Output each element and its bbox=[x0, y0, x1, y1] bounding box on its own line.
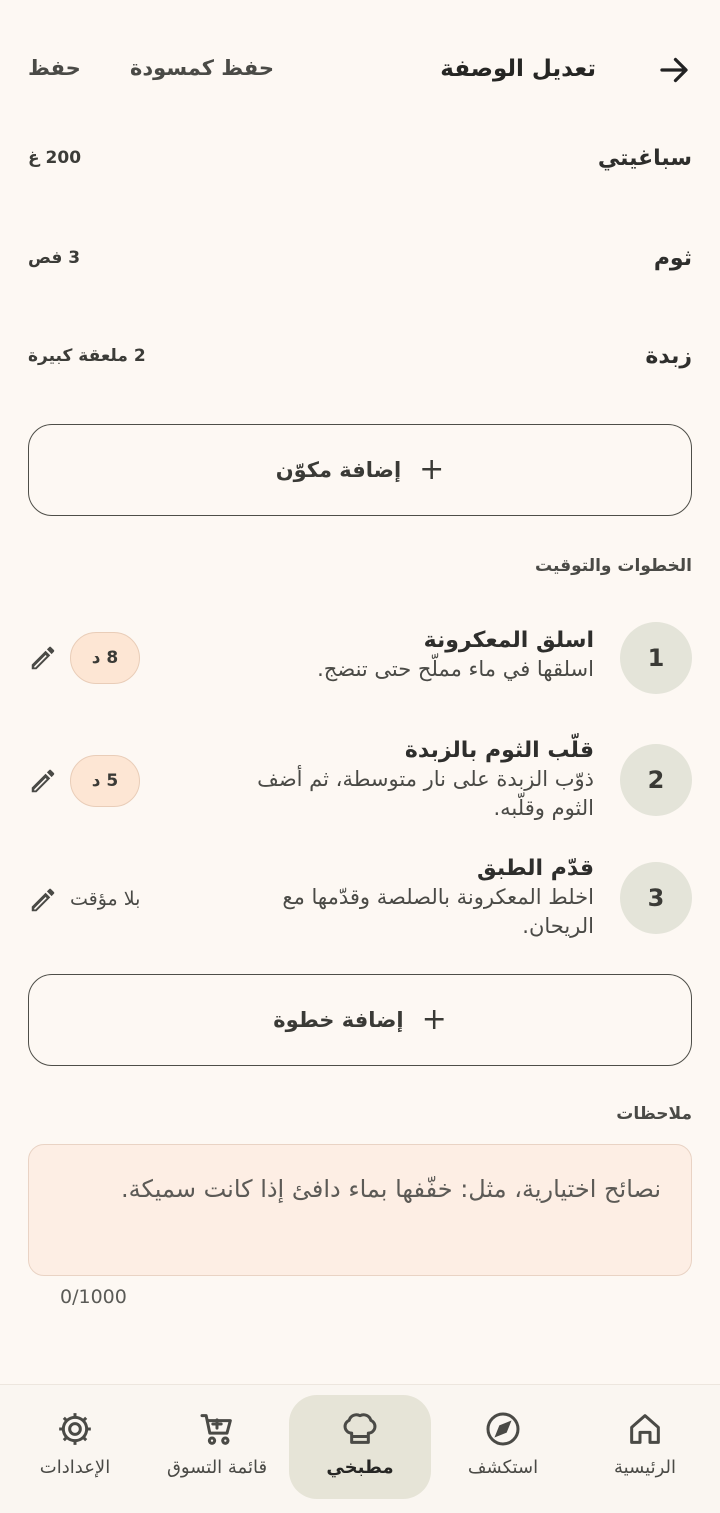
home-icon bbox=[625, 1409, 665, 1449]
ingredient-name: زبدة bbox=[645, 344, 692, 369]
pencil-icon[interactable] bbox=[28, 885, 58, 915]
nav-label: الإعدادات bbox=[39, 1457, 111, 1478]
save-draft-button[interactable]: حفظ كمسودة bbox=[130, 56, 275, 80]
nav-item-home[interactable] bbox=[574, 1395, 716, 1499]
ingredient-row[interactable] bbox=[28, 246, 692, 286]
ingredient-name: سباغيتي bbox=[597, 146, 692, 171]
plus-icon: + bbox=[419, 452, 445, 487]
notes-placeholder: نصائح اختيارية، مثل: خفّفها بماء دافئ إذا كانت سميكة. bbox=[120, 1175, 661, 1203]
compass-icon bbox=[483, 1409, 523, 1449]
step-item[interactable] bbox=[28, 622, 692, 712]
step-number: 1 bbox=[620, 622, 692, 694]
add-ingredient-label: إضافة مكوّن bbox=[275, 458, 402, 482]
save-button[interactable]: حفظ bbox=[28, 56, 81, 80]
step-number: 2 bbox=[620, 744, 692, 816]
notes-section-title: ملاحظات bbox=[616, 1104, 692, 1124]
ingredient-qty: 2 ملعقة كبيرة bbox=[28, 346, 146, 366]
timer-chip[interactable]: 8 د bbox=[70, 632, 140, 684]
ingredient-row[interactable] bbox=[28, 344, 692, 384]
ingredient-qty: 3 فص bbox=[28, 248, 81, 268]
character-counter: 0/1000 bbox=[60, 1286, 127, 1308]
nav-item-my-kitchen[interactable] bbox=[289, 1395, 431, 1499]
no-timer-label[interactable]: بلا مؤقت bbox=[70, 888, 141, 910]
nav-label: استكشف bbox=[467, 1457, 539, 1478]
gear-icon bbox=[55, 1409, 95, 1449]
step-item[interactable] bbox=[28, 738, 692, 844]
notes-textarea[interactable] bbox=[28, 1144, 692, 1276]
ingredient-row[interactable] bbox=[28, 146, 692, 186]
add-step-button[interactable] bbox=[28, 974, 692, 1066]
cart-icon bbox=[197, 1409, 237, 1449]
pencil-icon[interactable] bbox=[28, 766, 58, 796]
ingredient-name: ثوم bbox=[653, 246, 692, 271]
nav-item-settings[interactable] bbox=[4, 1395, 146, 1499]
step-description: اخلط المعكرونة بالصلصة وقدّمها مع الريحان. bbox=[282, 885, 594, 938]
add-ingredient-button[interactable] bbox=[28, 424, 692, 516]
step-description: اسلقها في ماء مملّح حتى تنضج. bbox=[317, 657, 594, 681]
nav-item-explore[interactable] bbox=[432, 1395, 574, 1499]
nav-item-shopping-list[interactable] bbox=[146, 1395, 288, 1499]
arrow-forward-icon[interactable] bbox=[656, 52, 692, 88]
step-title: قلّب الثوم بالزبدة bbox=[404, 738, 594, 763]
steps-section-title: الخطوات والتوقيت bbox=[535, 556, 692, 576]
top-app-bar bbox=[0, 0, 720, 140]
nav-label: الرئيسية bbox=[614, 1457, 676, 1478]
nav-label: قائمة التسوق bbox=[166, 1457, 268, 1478]
page-title: تعديل الوصفة bbox=[440, 56, 596, 82]
nav-label: مطبخي bbox=[326, 1457, 394, 1478]
step-number: 3 bbox=[620, 862, 692, 934]
step-description: ذوّب الزبدة على نار متوسطة، ثم أضف الثوم وقلّبه. bbox=[257, 767, 594, 820]
step-item[interactable] bbox=[28, 856, 692, 962]
plus-icon: + bbox=[421, 1002, 447, 1037]
step-title: قدّم الطبق bbox=[477, 856, 594, 881]
pencil-icon[interactable] bbox=[28, 643, 58, 673]
timer-chip[interactable]: 5 د bbox=[70, 755, 140, 807]
step-title: اسلق المعكرونة bbox=[423, 628, 594, 653]
bottom-navigation bbox=[0, 1384, 720, 1513]
add-step-label: إضافة خطوة bbox=[273, 1008, 404, 1032]
chef-hat-icon bbox=[340, 1409, 380, 1449]
ingredient-qty: 200 غ bbox=[28, 148, 82, 168]
